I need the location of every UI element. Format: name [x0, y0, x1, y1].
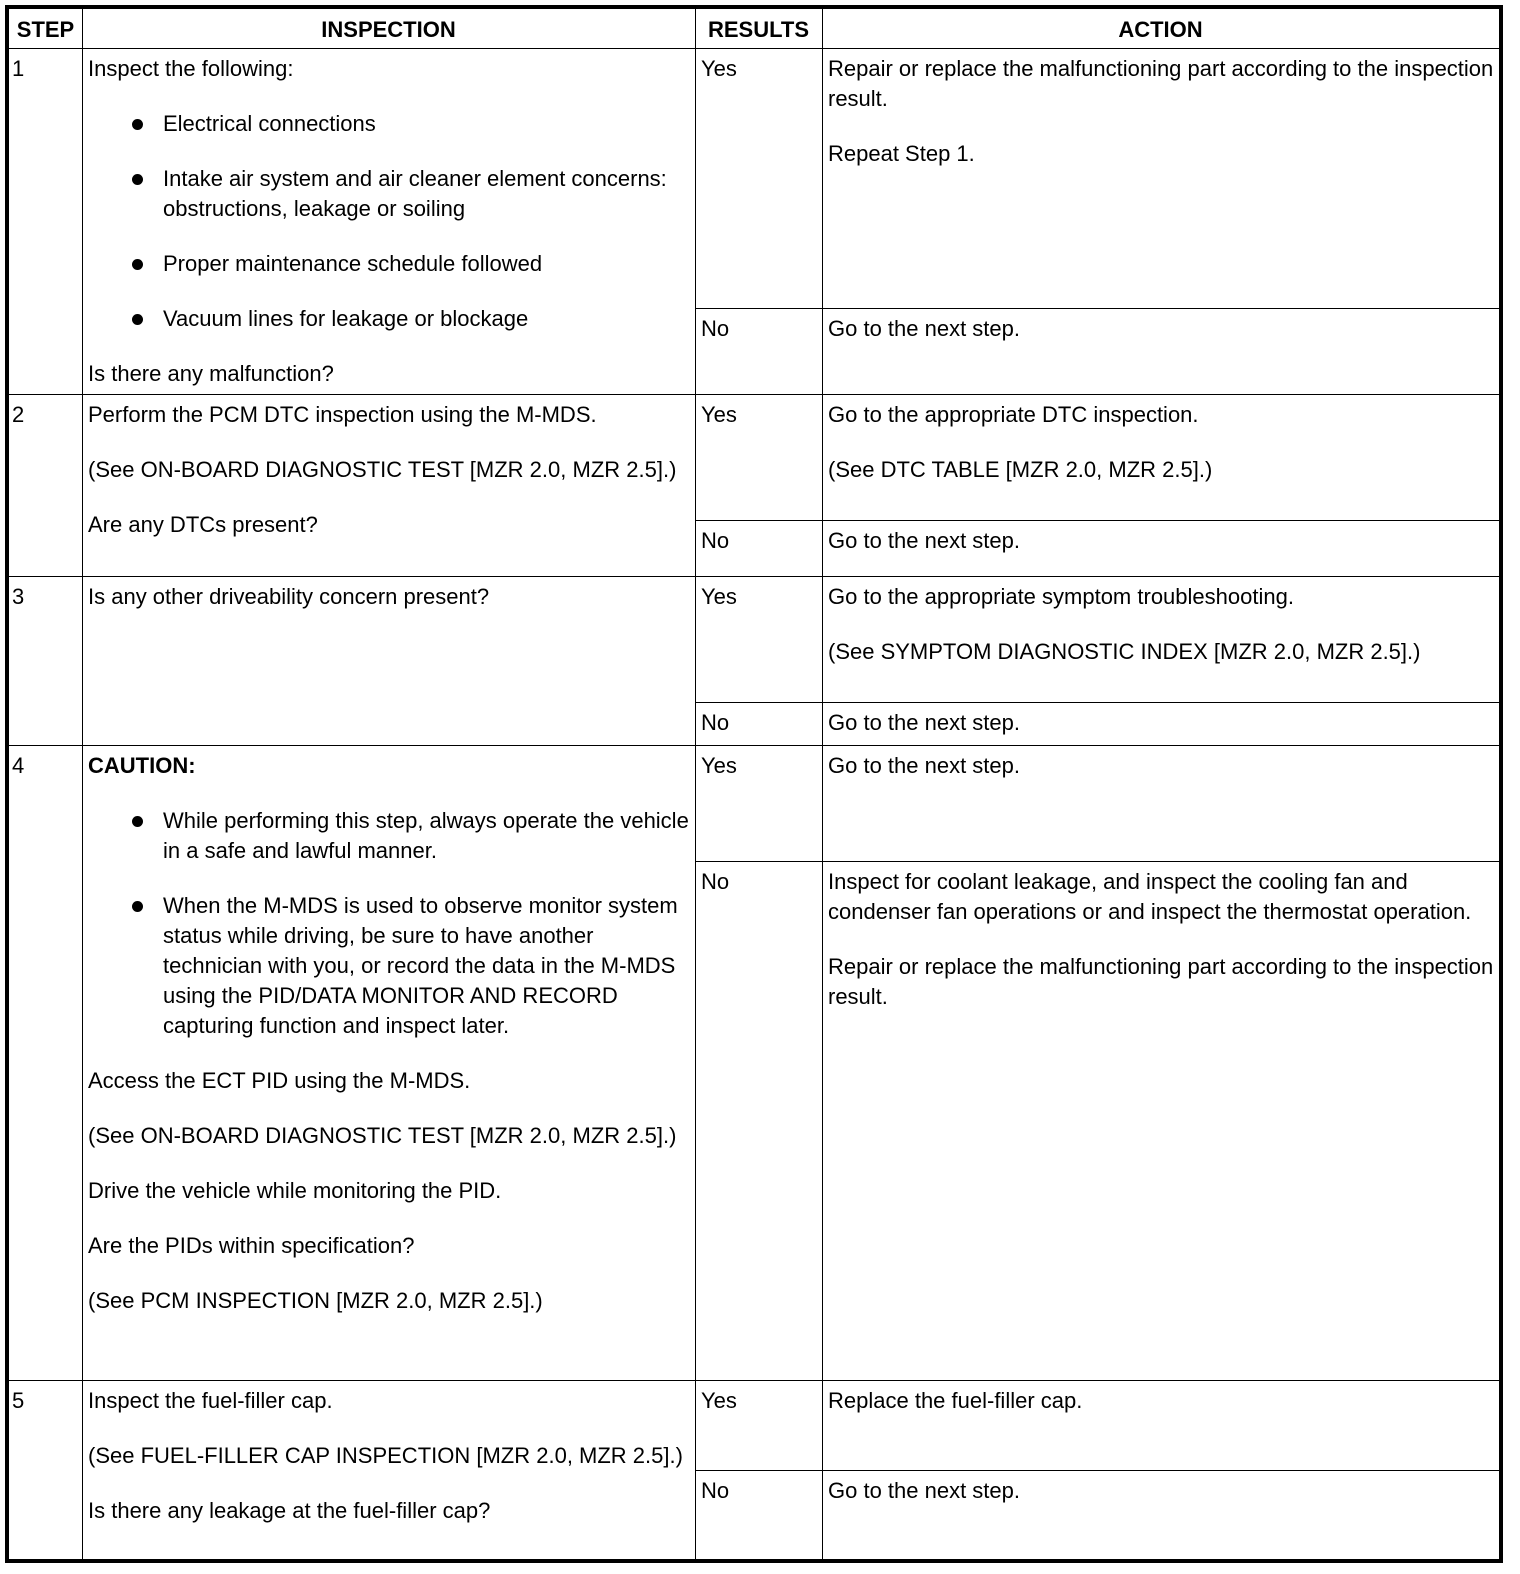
inspection-text: Inspect the following: — [88, 56, 294, 81]
action-text: Go to the appropriate DTC inspection. — [828, 402, 1199, 427]
caution-heading: CAUTION: — [88, 753, 196, 778]
action-text: (See SYMPTOM DIAGNOSTIC INDEX [MZR 2.0, MZR 2.5].) — [828, 639, 1421, 664]
bullet-icon — [132, 174, 143, 185]
inspection-bullet — [88, 806, 689, 866]
inspection-bullet — [88, 304, 689, 334]
step-number: 5 — [12, 1388, 25, 1413]
action-text: Go to the next step. — [828, 528, 1021, 553]
action-cell — [822, 1380, 1503, 1441]
action-cell — [822, 745, 1503, 806]
header-action: ACTION — [1118, 17, 1203, 42]
inspection-text: Are any DTCs present? — [88, 512, 318, 537]
inspection-text: Is there any leakage at the fuel-filler cap? — [88, 1498, 491, 1523]
action-cell — [822, 394, 1503, 510]
action-cell — [822, 1470, 1503, 1531]
inspection-bullet — [88, 891, 689, 1041]
action-cell — [822, 861, 1503, 1037]
action-text: Inspect for coolant leakage, and inspect the cooling fan and condenser fan operations or and inspect the thermostat operation. — [828, 869, 1472, 924]
action-cell — [822, 48, 1503, 194]
bullet-icon — [132, 259, 143, 270]
bullet-text: Vacuum lines for leakage or blockage — [163, 306, 529, 331]
action-text: Go to the appropriate symptom troubleshooting. — [828, 584, 1294, 609]
result-yes: Yes — [701, 56, 737, 81]
inspection-cell — [82, 576, 695, 637]
result-yes: Yes — [701, 1388, 737, 1413]
inspection-text: (See ON-BOARD DIAGNOSTIC TEST [MZR 2.0, MZR 2.5].) — [88, 457, 677, 482]
bullet-icon — [132, 816, 143, 827]
step-number: 3 — [12, 584, 25, 609]
inspection-bullet — [88, 249, 689, 279]
inspection-text: Is any other driveability concern present? — [88, 584, 490, 609]
inspection-cell — [82, 48, 695, 414]
step-number: 4 — [12, 753, 25, 778]
action-text: (See DTC TABLE [MZR 2.0, MZR 2.5].) — [828, 457, 1213, 482]
inspection-text: Perform the PCM DTC inspection using the M-MDS. — [88, 402, 597, 427]
action-cell — [822, 576, 1503, 692]
bullet-icon — [132, 119, 143, 130]
inspection-bullet — [88, 164, 689, 224]
inspection-bullet — [88, 109, 689, 139]
bullet-text: Intake air system and air cleaner element concerns: obstructions, leakage or soiling — [163, 166, 667, 221]
header-results: RESULTS — [707, 17, 810, 42]
column-divider — [695, 9, 696, 1559]
action-cell — [822, 308, 1503, 369]
action-text: Repeat Step 1. — [828, 141, 975, 166]
action-text: Go to the next step. — [828, 1478, 1021, 1503]
inspection-text: Inspect the fuel-filler cap. — [88, 1388, 333, 1413]
action-text: Go to the next step. — [828, 710, 1021, 735]
bullet-icon — [132, 314, 143, 325]
inspection-text: Access the ECT PID using the M-MDS. — [88, 1068, 471, 1093]
header-inspection: INSPECTION — [321, 17, 456, 42]
inspection-text: Drive the vehicle while monitoring the PID. — [88, 1178, 502, 1203]
step-number: 1 — [12, 56, 25, 81]
result-no: No — [701, 1478, 730, 1503]
result-no: No — [701, 528, 730, 553]
action-text: Go to the next step. — [828, 753, 1021, 778]
inspection-text: Is there any malfunction? — [88, 361, 334, 386]
bullet-icon — [132, 901, 143, 912]
inspection-cell — [82, 394, 695, 565]
action-cell — [822, 520, 1503, 581]
bullet-text: Proper maintenance schedule followed — [163, 251, 543, 276]
inspection-cell — [82, 745, 695, 1341]
action-text: Repair or replace the malfunctioning part according to the inspection result. — [828, 954, 1494, 1009]
action-text: Replace the fuel-filler cap. — [828, 1388, 1083, 1413]
inspection-text: (See FUEL-FILLER CAP INSPECTION [MZR 2.0, MZR 2.5].) — [88, 1443, 683, 1468]
step-number: 2 — [12, 402, 25, 427]
action-text: Go to the next step. — [828, 316, 1021, 341]
action-text: Repair or replace the malfunctioning part according to the inspection result. — [828, 56, 1494, 111]
bullet-text: When the M-MDS is used to observe monitor system status while driving, be sure to have another technician with you, or record the data in the M-MDS using the PID/DATA MONITOR AND RECORD capturing function and inspect later. — [163, 893, 678, 1038]
result-yes: Yes — [701, 402, 737, 427]
result-yes: Yes — [701, 584, 737, 609]
result-no: No — [701, 869, 730, 894]
inspection-text: Are the PIDs within specification? — [88, 1233, 415, 1258]
inspection-text: (See PCM INSPECTION [MZR 2.0, MZR 2.5].) — [88, 1288, 543, 1313]
header-step: STEP — [16, 17, 75, 42]
result-yes: Yes — [701, 753, 737, 778]
bullet-text: While performing this step, always operate the vehicle in a safe and lawful manner. — [163, 808, 689, 863]
result-no: No — [701, 710, 730, 735]
inspection-cell — [82, 1380, 695, 1551]
result-no: No — [701, 316, 730, 341]
bullet-text: Electrical connections — [163, 111, 376, 136]
diagnostic-table — [5, 5, 1503, 1563]
inspection-text: (See ON-BOARD DIAGNOSTIC TEST [MZR 2.0, MZR 2.5].) — [88, 1123, 677, 1148]
